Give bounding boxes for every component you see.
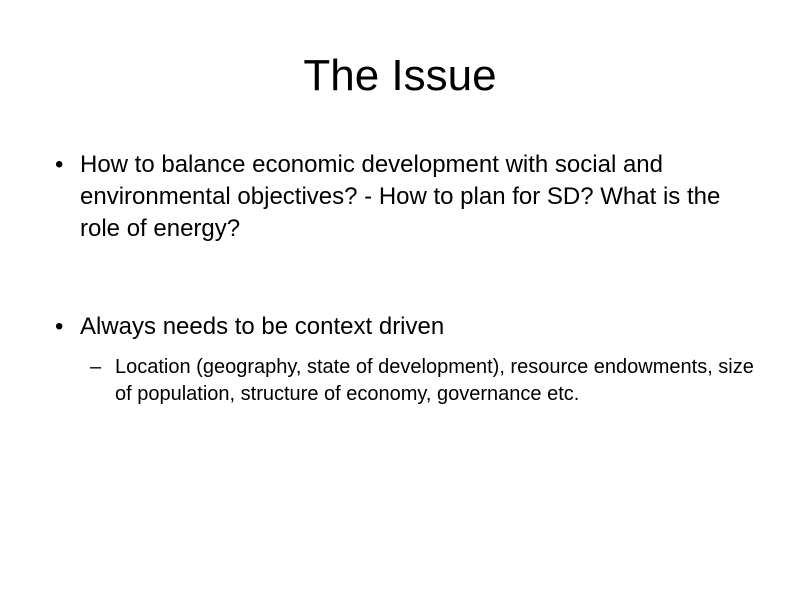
slide-title: The Issue [303, 51, 497, 100]
bullet-marker: • [55, 313, 64, 340]
sub-bullet-marker: – [90, 356, 102, 378]
bullet-marker: • [55, 151, 64, 178]
bullet-item [55, 149, 735, 245]
sub-bullet-item [90, 354, 755, 408]
bullet-text: Always needs to be context driven [80, 313, 445, 340]
sub-bullet-text: Location (geography, state of development), resource endowments, size of population, structure of economy, governance etc. [115, 356, 754, 405]
bullet-item [55, 311, 755, 343]
bullet-text: How to balance economic development with social and environmental objectives? - How to plan for SD? What is the role of energy? [80, 151, 721, 242]
